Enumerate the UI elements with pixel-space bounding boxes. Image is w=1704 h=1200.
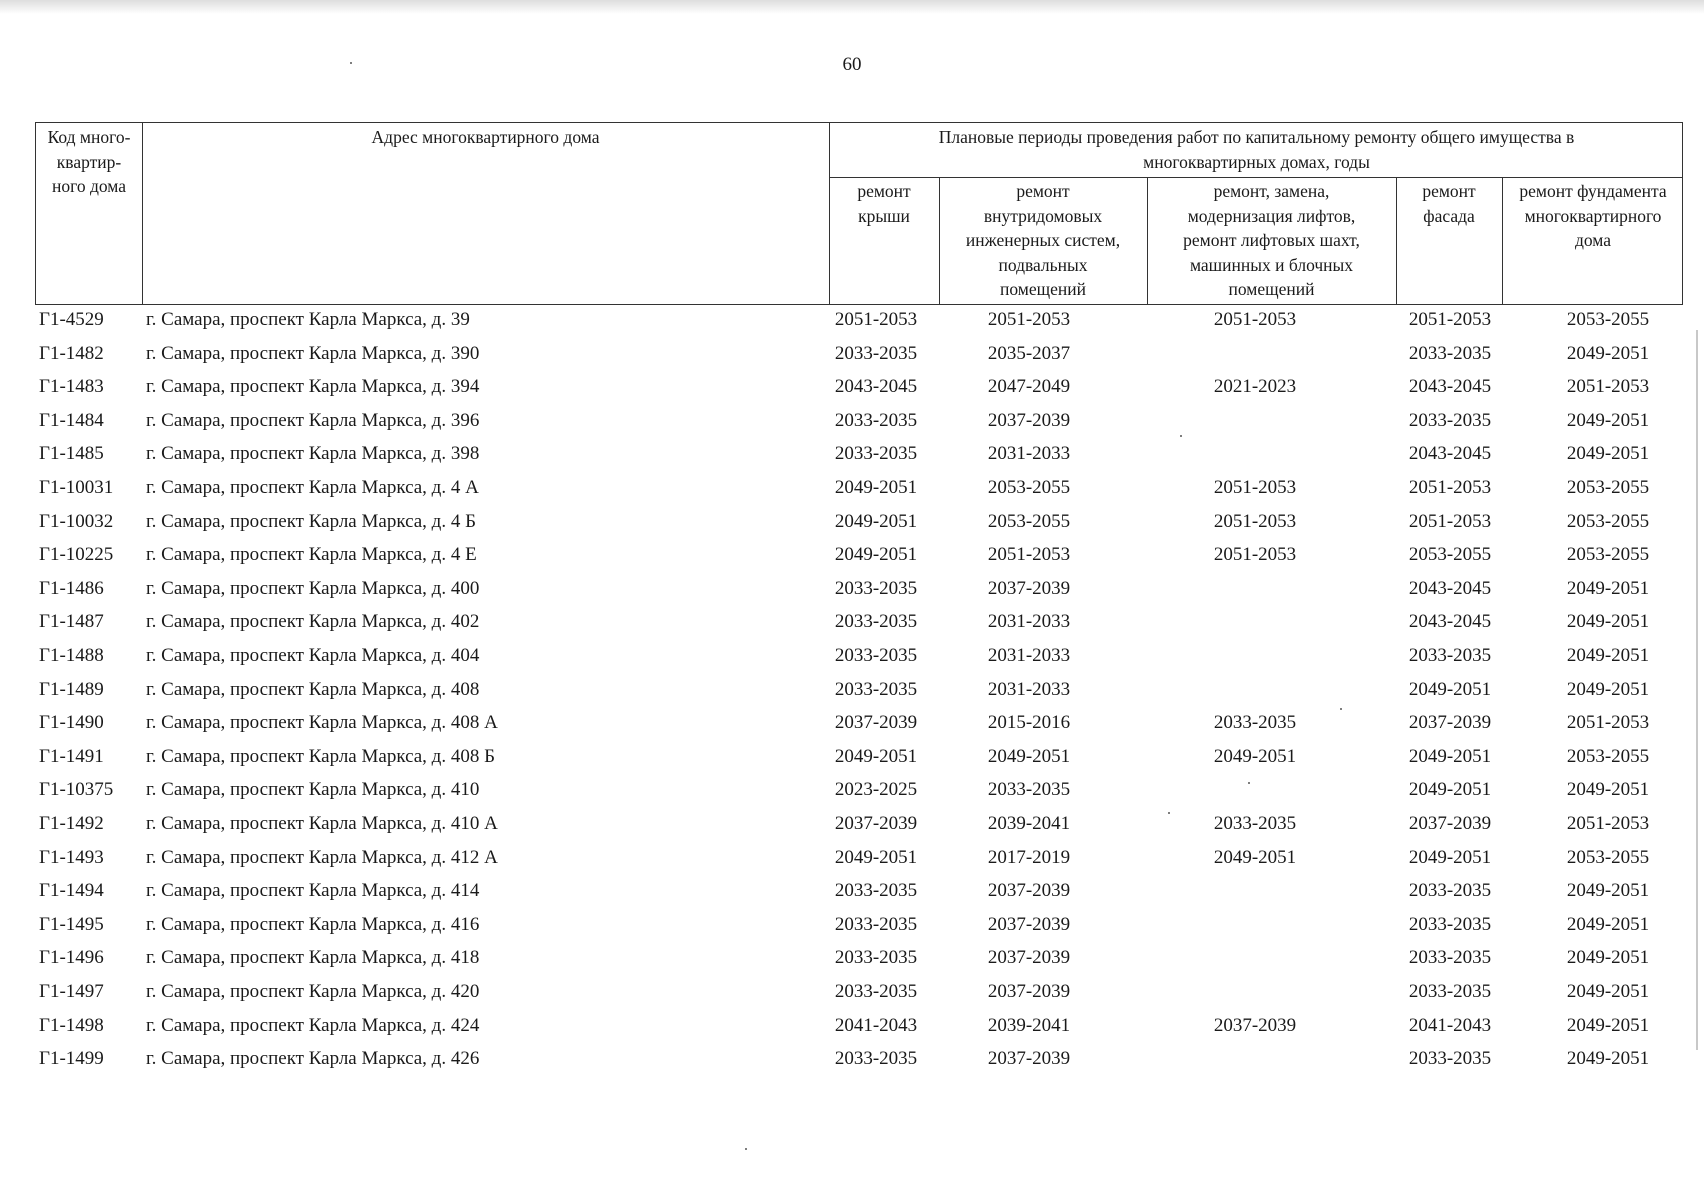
cell-facade: 2049-2051 bbox=[1408, 745, 1492, 767]
cell-lifts: 2021-2023 bbox=[1213, 376, 1297, 398]
table-row bbox=[35, 980, 1683, 1014]
table-row bbox=[35, 375, 1683, 409]
cell-facade: 2043-2045 bbox=[1408, 376, 1492, 398]
cell-facade: 2033-2035 bbox=[1408, 880, 1492, 902]
cell-facade: 2033-2035 bbox=[1408, 342, 1492, 364]
cell-roof: 2033-2035 bbox=[834, 678, 918, 700]
cell-roof: 2051-2053 bbox=[834, 309, 918, 330]
cell-foundation: 2049-2051 bbox=[1566, 947, 1650, 969]
cell-engineering: 2031-2033 bbox=[987, 678, 1071, 700]
cell-engineering: 2049-2051 bbox=[987, 745, 1071, 767]
table-row bbox=[35, 1047, 1683, 1081]
cell-engineering: 2039-2041 bbox=[987, 1014, 1071, 1036]
cell-facade: 2033-2035 bbox=[1408, 409, 1492, 431]
scan-speck bbox=[745, 1148, 747, 1150]
cell-facade: 2051-2053 bbox=[1408, 309, 1492, 330]
cell-roof: 2033-2035 bbox=[834, 947, 918, 969]
cell-roof: 2049-2051 bbox=[834, 846, 918, 868]
header-address: Адрес многоквартирного дома bbox=[371, 127, 600, 147]
table-row bbox=[35, 678, 1683, 712]
table-row bbox=[35, 711, 1683, 745]
cell-address: г. Самара, проспект Карла Маркса, д. 410 bbox=[146, 779, 480, 801]
cell-roof: 2023-2025 bbox=[834, 779, 918, 801]
cell-code: Г1-1486 bbox=[39, 577, 104, 599]
table-row bbox=[35, 1014, 1683, 1048]
scan-speck bbox=[1248, 782, 1250, 784]
cell-engineering: 2053-2055 bbox=[987, 477, 1071, 498]
scan-edge-line bbox=[1696, 330, 1698, 1050]
cell-address: г. Самара, проспект Карла Маркса, д. 414 bbox=[146, 880, 480, 902]
cell-foundation: 2053-2055 bbox=[1566, 846, 1650, 868]
cell-engineering: 2017-2019 bbox=[987, 846, 1071, 868]
cell-address: г. Самара, проспект Карла Маркса, д. 390 bbox=[146, 342, 480, 364]
header-divider bbox=[142, 123, 143, 304]
cell-facade: 2037-2039 bbox=[1408, 813, 1492, 834]
cell-facade: 2033-2035 bbox=[1408, 645, 1492, 666]
cell-engineering: 2031-2033 bbox=[987, 645, 1071, 666]
cell-roof: 2033-2035 bbox=[834, 342, 918, 364]
cell-engineering: 2037-2039 bbox=[987, 1048, 1071, 1070]
cell-foundation: 2049-2051 bbox=[1566, 611, 1650, 633]
cell-foundation: 2049-2051 bbox=[1566, 645, 1650, 666]
cell-facade: 2053-2055 bbox=[1408, 544, 1492, 566]
cell-roof: 2033-2035 bbox=[834, 913, 918, 935]
table-row bbox=[35, 308, 1683, 342]
cell-facade: 2033-2035 bbox=[1408, 981, 1492, 1002]
cell-roof: 2033-2035 bbox=[834, 645, 918, 666]
cell-lifts: 2033-2035 bbox=[1213, 813, 1297, 834]
table-row bbox=[35, 879, 1683, 913]
cell-engineering: 2037-2039 bbox=[987, 981, 1071, 1002]
cell-code: Г1-1482 bbox=[39, 342, 104, 364]
cell-address: г. Самара, проспект Карла Маркса, д. 412 А bbox=[146, 846, 498, 868]
cell-address: г. Самара, проспект Карла Маркса, д. 4 Е bbox=[146, 544, 477, 566]
cell-foundation: 2049-2051 bbox=[1566, 409, 1650, 431]
cell-engineering: 2037-2039 bbox=[987, 947, 1071, 969]
cell-address: г. Самара, проспект Карла Маркса, д. 408 bbox=[146, 678, 480, 700]
cell-roof: 2033-2035 bbox=[834, 409, 918, 431]
cell-code: Г1-1493 bbox=[39, 846, 104, 868]
cell-code: Г1-1489 bbox=[39, 678, 104, 700]
table-header bbox=[35, 122, 1683, 305]
cell-roof: 2049-2051 bbox=[834, 510, 918, 532]
scan-speck bbox=[350, 62, 352, 64]
cell-facade: 2051-2053 bbox=[1408, 477, 1492, 498]
cell-roof: 2033-2035 bbox=[834, 880, 918, 902]
cell-foundation: 2049-2051 bbox=[1566, 981, 1650, 1002]
page-number: 60 bbox=[842, 54, 862, 75]
cell-engineering: 2031-2033 bbox=[987, 611, 1071, 633]
cell-foundation: 2049-2051 bbox=[1566, 577, 1650, 599]
cell-foundation: 2049-2051 bbox=[1566, 443, 1650, 465]
cell-facade: 2033-2035 bbox=[1408, 913, 1492, 935]
scan-speck bbox=[1340, 708, 1342, 710]
scan-speck bbox=[1180, 435, 1182, 437]
cell-code: Г1-1487 bbox=[39, 611, 104, 633]
header-engineering: ремонт внутридомовых инженерных систем, подвальных помещений bbox=[965, 181, 1121, 299]
cell-address: г. Самара, проспект Карла Маркса, д. 404 bbox=[146, 645, 480, 666]
header-periods: Плановые периоды проведения работ по капитальному ремонту общего имущества в многоквартирных домах, годы bbox=[938, 127, 1575, 172]
cell-code: Г1-1490 bbox=[39, 712, 104, 734]
cell-engineering: 2053-2055 bbox=[987, 510, 1071, 532]
cell-engineering: 2039-2041 bbox=[987, 813, 1071, 834]
table-row bbox=[35, 745, 1683, 779]
cell-lifts: 2051-2053 bbox=[1213, 477, 1297, 498]
cell-address: г. Самара, проспект Карла Маркса, д. 408 Б bbox=[146, 745, 496, 767]
cell-roof: 2033-2035 bbox=[834, 981, 918, 1002]
cell-code: Г1-1497 bbox=[39, 981, 104, 1002]
cell-foundation: 2051-2053 bbox=[1566, 712, 1650, 734]
cell-address: г. Самара, проспект Карла Маркса, д. 424 bbox=[146, 1014, 480, 1036]
table-row bbox=[35, 644, 1683, 678]
cell-facade: 2043-2045 bbox=[1408, 577, 1492, 599]
cell-code: Г1-1485 bbox=[39, 443, 104, 465]
cell-roof: 2037-2039 bbox=[834, 813, 918, 834]
cell-engineering: 2033-2035 bbox=[987, 779, 1071, 801]
cell-code: Г1-1492 bbox=[39, 813, 104, 834]
cell-address: г. Самара, проспект Карла Маркса, д. 420 bbox=[146, 981, 480, 1002]
cell-roof: 2033-2035 bbox=[834, 1048, 918, 1070]
cell-code: Г1-1496 bbox=[39, 947, 104, 969]
cell-roof: 2049-2051 bbox=[834, 544, 918, 566]
cell-facade: 2033-2035 bbox=[1408, 947, 1492, 969]
cell-roof: 2049-2051 bbox=[834, 745, 918, 767]
cell-roof: 2043-2045 bbox=[834, 376, 918, 398]
header-divider bbox=[829, 177, 1682, 178]
cell-code: Г1-10375 bbox=[39, 779, 114, 801]
cell-engineering: 2031-2033 bbox=[987, 443, 1071, 465]
table-row bbox=[35, 342, 1683, 376]
cell-code: Г1-10225 bbox=[39, 544, 114, 566]
cell-address: г. Самара, проспект Карла Маркса, д. 400 bbox=[146, 577, 480, 599]
cell-address: г. Самара, проспект Карла Маркса, д. 402 bbox=[146, 611, 480, 633]
header-facade: ремонт фасада bbox=[1422, 181, 1476, 226]
cell-foundation: 2053-2055 bbox=[1566, 309, 1650, 330]
cell-engineering: 2035-2037 bbox=[987, 342, 1071, 364]
cell-facade: 2043-2045 bbox=[1408, 611, 1492, 633]
table-row bbox=[35, 812, 1683, 846]
table-row bbox=[35, 577, 1683, 611]
cell-lifts: 2051-2053 bbox=[1213, 510, 1297, 532]
cell-address: г. Самара, проспект Карла Маркса, д. 408 А bbox=[146, 712, 498, 734]
cell-lifts: 2051-2053 bbox=[1213, 544, 1297, 566]
cell-engineering: 2051-2053 bbox=[987, 544, 1071, 566]
cell-engineering: 2051-2053 bbox=[987, 309, 1071, 330]
cell-code: Г1-1488 bbox=[39, 645, 104, 666]
cell-foundation: 2049-2051 bbox=[1566, 880, 1650, 902]
table-row bbox=[35, 913, 1683, 947]
cell-address: г. Самара, проспект Карла Маркса, д. 394 bbox=[146, 376, 480, 398]
cell-facade: 2037-2039 bbox=[1408, 712, 1492, 734]
table-row bbox=[35, 946, 1683, 980]
cell-code: Г1-1494 bbox=[39, 880, 104, 902]
cell-code: Г1-1484 bbox=[39, 409, 104, 431]
cell-address: г. Самара, проспект Карла Маркса, д. 4 Б bbox=[146, 510, 477, 532]
cell-code: Г1-1499 bbox=[39, 1048, 104, 1070]
cell-engineering: 2037-2039 bbox=[987, 913, 1071, 935]
cell-facade: 2049-2051 bbox=[1408, 846, 1492, 868]
table-row bbox=[35, 778, 1683, 812]
cell-facade: 2043-2045 bbox=[1408, 443, 1492, 465]
cell-address: г. Самара, проспект Карла Маркса, д. 398 bbox=[146, 443, 480, 465]
cell-code: Г1-10032 bbox=[39, 510, 114, 532]
table-row bbox=[35, 476, 1683, 510]
cell-lifts: 2049-2051 bbox=[1213, 846, 1297, 868]
cell-engineering: 2047-2049 bbox=[987, 376, 1071, 398]
table-row bbox=[35, 442, 1683, 476]
cell-foundation: 2049-2051 bbox=[1566, 1048, 1650, 1070]
cell-facade: 2051-2053 bbox=[1408, 510, 1492, 532]
table-row bbox=[35, 510, 1683, 544]
cell-roof: 2033-2035 bbox=[834, 443, 918, 465]
cell-address: г. Самара, проспект Карла Маркса, д. 4 А bbox=[146, 477, 479, 498]
table-row bbox=[35, 543, 1683, 577]
scan-edge-shadow bbox=[0, 0, 1704, 14]
cell-lifts: 2037-2039 bbox=[1213, 1014, 1297, 1036]
cell-address: г. Самара, проспект Карла Маркса, д. 39 bbox=[146, 309, 470, 330]
cell-lifts: 2049-2051 bbox=[1213, 745, 1297, 767]
cell-foundation: 2051-2053 bbox=[1566, 813, 1650, 834]
cell-code: Г1-1483 bbox=[39, 376, 104, 398]
cell-code: Г1-1491 bbox=[39, 745, 104, 767]
cell-foundation: 2053-2055 bbox=[1566, 510, 1650, 532]
cell-lifts: 2033-2035 bbox=[1213, 712, 1297, 734]
cell-foundation: 2053-2055 bbox=[1566, 745, 1650, 767]
cell-address: г. Самара, проспект Карла Маркса, д. 410 А bbox=[146, 813, 498, 834]
header-foundation: ремонт фундамента многоквартирного дома bbox=[1519, 181, 1667, 250]
cell-facade: 2041-2043 bbox=[1408, 1014, 1492, 1036]
cell-code: Г1-1498 bbox=[39, 1014, 104, 1036]
cell-code: Г1-10031 bbox=[39, 477, 114, 498]
cell-foundation: 2049-2051 bbox=[1566, 342, 1650, 364]
table-row bbox=[35, 610, 1683, 644]
cell-roof: 2033-2035 bbox=[834, 577, 918, 599]
header-lifts: ремонт, замена, модернизация лифтов, ремонт лифтовых шахт, машинных и блочных помещений bbox=[1183, 181, 1360, 299]
cell-foundation: 2049-2051 bbox=[1566, 779, 1650, 801]
cell-facade: 2033-2035 bbox=[1408, 1048, 1492, 1070]
cell-lifts: 2051-2053 bbox=[1213, 309, 1297, 330]
table-row bbox=[35, 409, 1683, 443]
cell-address: г. Самара, проспект Карла Маркса, д. 416 bbox=[146, 913, 480, 935]
cell-engineering: 2037-2039 bbox=[987, 880, 1071, 902]
cell-engineering: 2037-2039 bbox=[987, 409, 1071, 431]
cell-facade: 2049-2051 bbox=[1408, 678, 1492, 700]
table-row bbox=[35, 846, 1683, 880]
header-code: Код много- квартир- ного дома bbox=[47, 127, 131, 196]
cell-foundation: 2053-2055 bbox=[1566, 544, 1650, 566]
cell-foundation: 2049-2051 bbox=[1566, 1014, 1650, 1036]
cell-foundation: 2049-2051 bbox=[1566, 678, 1650, 700]
cell-roof: 2037-2039 bbox=[834, 712, 918, 734]
cell-address: г. Самара, проспект Карла Маркса, д. 426 bbox=[146, 1048, 480, 1070]
cell-foundation: 2051-2053 bbox=[1566, 376, 1650, 398]
cell-roof: 2041-2043 bbox=[834, 1014, 918, 1036]
cell-roof: 2049-2051 bbox=[834, 477, 918, 498]
cell-code: Г1-4529 bbox=[39, 309, 104, 330]
cell-facade: 2049-2051 bbox=[1408, 779, 1492, 801]
cell-foundation: 2053-2055 bbox=[1566, 477, 1650, 498]
cell-address: г. Самара, проспект Карла Маркса, д. 396 bbox=[146, 409, 480, 431]
cell-engineering: 2037-2039 bbox=[987, 577, 1071, 599]
scan-speck bbox=[1168, 812, 1170, 814]
header-roof: ремонт крыши bbox=[857, 181, 911, 226]
cell-roof: 2033-2035 bbox=[834, 611, 918, 633]
cell-engineering: 2015-2016 bbox=[987, 712, 1071, 734]
cell-foundation: 2049-2051 bbox=[1566, 913, 1650, 935]
cell-code: Г1-1495 bbox=[39, 913, 104, 935]
cell-address: г. Самара, проспект Карла Маркса, д. 418 bbox=[146, 947, 480, 969]
